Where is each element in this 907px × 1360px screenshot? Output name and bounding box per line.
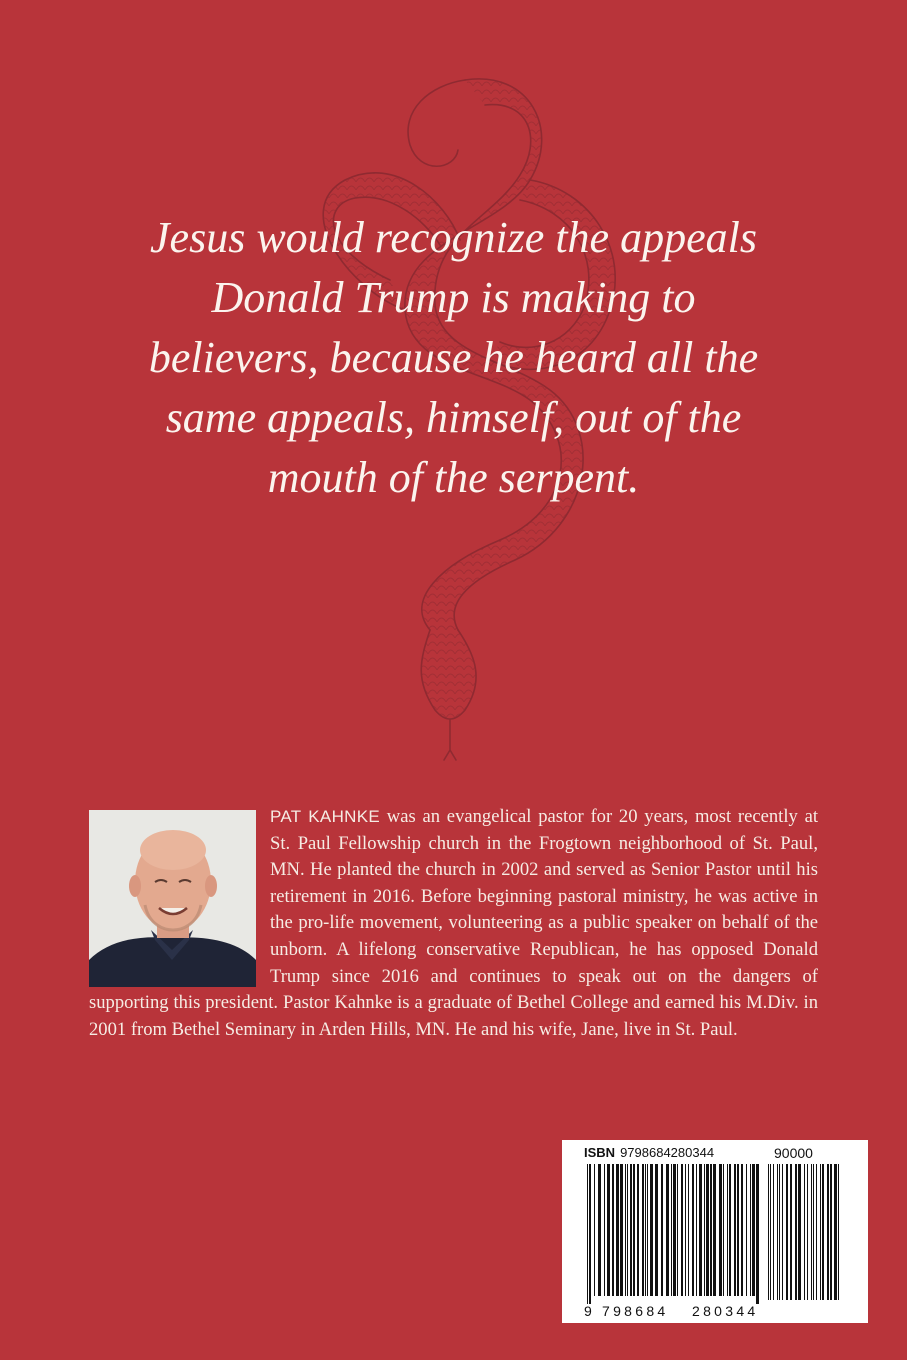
barcode-bar — [625, 1164, 626, 1296]
barcode-bar — [741, 1164, 743, 1296]
barcode-bar — [782, 1164, 783, 1300]
barcode-bar — [838, 1164, 839, 1300]
barcode-bar — [671, 1164, 672, 1296]
quote-line: Jesus would recognize the appeals — [150, 213, 757, 262]
isbn-label-text: ISBN — [584, 1145, 616, 1160]
barcode-bar — [666, 1164, 669, 1296]
barcode-bar — [729, 1164, 731, 1296]
barcode-bar — [820, 1164, 821, 1300]
barcode-bar — [750, 1164, 751, 1296]
barcode-bar — [688, 1164, 689, 1296]
barcode-bar — [620, 1164, 623, 1296]
barcode-bar — [807, 1164, 808, 1300]
barcode-bar — [727, 1164, 728, 1296]
barcode-bar — [723, 1164, 724, 1296]
quote-line: believers, because he heard all the — [148, 333, 759, 382]
barcode-bar — [627, 1164, 628, 1296]
barcode-bar — [811, 1164, 812, 1300]
isbn-barcode — [562, 1140, 868, 1323]
barcode-bar — [798, 1164, 801, 1300]
isbn-number: 9798684280344 — [620, 1145, 715, 1160]
barcode-bar — [637, 1164, 639, 1296]
barcode-bar — [804, 1164, 805, 1300]
barcode-bar — [704, 1164, 705, 1296]
barcode-bars — [587, 1164, 763, 1304]
barcode-bar — [612, 1164, 614, 1296]
barcode-bar — [699, 1164, 702, 1296]
barcode-bar — [607, 1164, 610, 1296]
isbn-label — [584, 1145, 714, 1160]
barcode-bar — [822, 1164, 824, 1300]
author-bio-text: was an evangelical pastor for 20 years, most recently at St. Paul Fellowship church in the Frogtown neighborhood of St. Paul, MN. He planted the church in 2002 and served as Senior Pastor until his retirement in 2016. Before beginning pastoral ministry, he was active in the pro-life movement, volunteering as a public speaker on behalf of the unborn. A lifelong conservative Republican, he has opposed Donald Trump since 2016 and continues to speak out on the dangers of supporting this president. Pastor Kahnke is a graduate of Bethel College and earned his M.Div. in 2001 from Bethel Seminary in Arden Hills, MN. He and his wife, Jane, live in St. Paul. — [89, 806, 818, 1040]
barcode-bar — [692, 1164, 694, 1296]
pull-quote — [90, 208, 817, 508]
barcode-bar — [770, 1164, 771, 1300]
barcode-bar — [768, 1164, 769, 1300]
price-addon: 90000 — [774, 1145, 813, 1161]
barcode-bar — [645, 1164, 646, 1296]
barcode-bar — [752, 1164, 755, 1296]
barcode-bar — [746, 1164, 747, 1296]
barcode-bar — [655, 1164, 658, 1296]
barcode-bar — [813, 1164, 814, 1300]
barcode-bar — [650, 1164, 653, 1296]
barcode-bar — [816, 1164, 817, 1300]
barcode-bar — [604, 1164, 605, 1296]
barcode-bar — [647, 1164, 648, 1296]
quote-line: Donald Trump is making to — [211, 273, 696, 322]
barcode-bar — [685, 1164, 686, 1296]
barcode-bar — [834, 1164, 837, 1300]
addon-bars — [768, 1164, 842, 1300]
barcode-bar — [681, 1164, 683, 1296]
barcode-bar — [673, 1164, 676, 1296]
barcode-bar — [696, 1164, 697, 1296]
barcode-bar — [786, 1164, 788, 1300]
barcode-bar — [661, 1164, 663, 1296]
barcode-bar — [830, 1164, 832, 1300]
barcode-bar — [587, 1164, 588, 1304]
barcode-bar — [734, 1164, 736, 1296]
barcode-bar — [630, 1164, 632, 1296]
isbn-digit-lead: 9 — [584, 1303, 592, 1319]
author-name: PAT KAHNKE — [270, 807, 380, 826]
barcode-bar — [594, 1164, 595, 1296]
barcode-bar — [589, 1164, 591, 1304]
barcode-bar — [713, 1164, 716, 1296]
quote-line: mouth of the serpent. — [267, 453, 640, 502]
barcode-bar — [706, 1164, 709, 1296]
barcode-bar — [710, 1164, 712, 1296]
barcode-bar — [737, 1164, 739, 1296]
photo-spacer — [89, 804, 256, 988]
author-bio — [89, 804, 818, 1043]
barcode-bar — [827, 1164, 829, 1300]
barcode-bar — [779, 1164, 780, 1300]
barcode-bar — [795, 1164, 797, 1300]
barcode-bar — [598, 1164, 601, 1296]
isbn-digit-right: 280344 — [692, 1303, 759, 1319]
barcode-bar — [616, 1164, 619, 1296]
barcode-bar — [773, 1164, 774, 1300]
isbn-digits — [584, 1303, 759, 1319]
barcode-bar — [790, 1164, 792, 1300]
barcode-bar — [633, 1164, 635, 1296]
barcode-bar — [777, 1164, 778, 1300]
barcode-bar — [719, 1164, 722, 1296]
barcode-bar — [642, 1164, 644, 1296]
barcode-bar — [677, 1164, 678, 1296]
barcode-bar — [756, 1164, 759, 1304]
isbn-digit-left: 798684 — [602, 1303, 669, 1319]
quote-line: same appeals, himself, out of the — [165, 393, 742, 442]
